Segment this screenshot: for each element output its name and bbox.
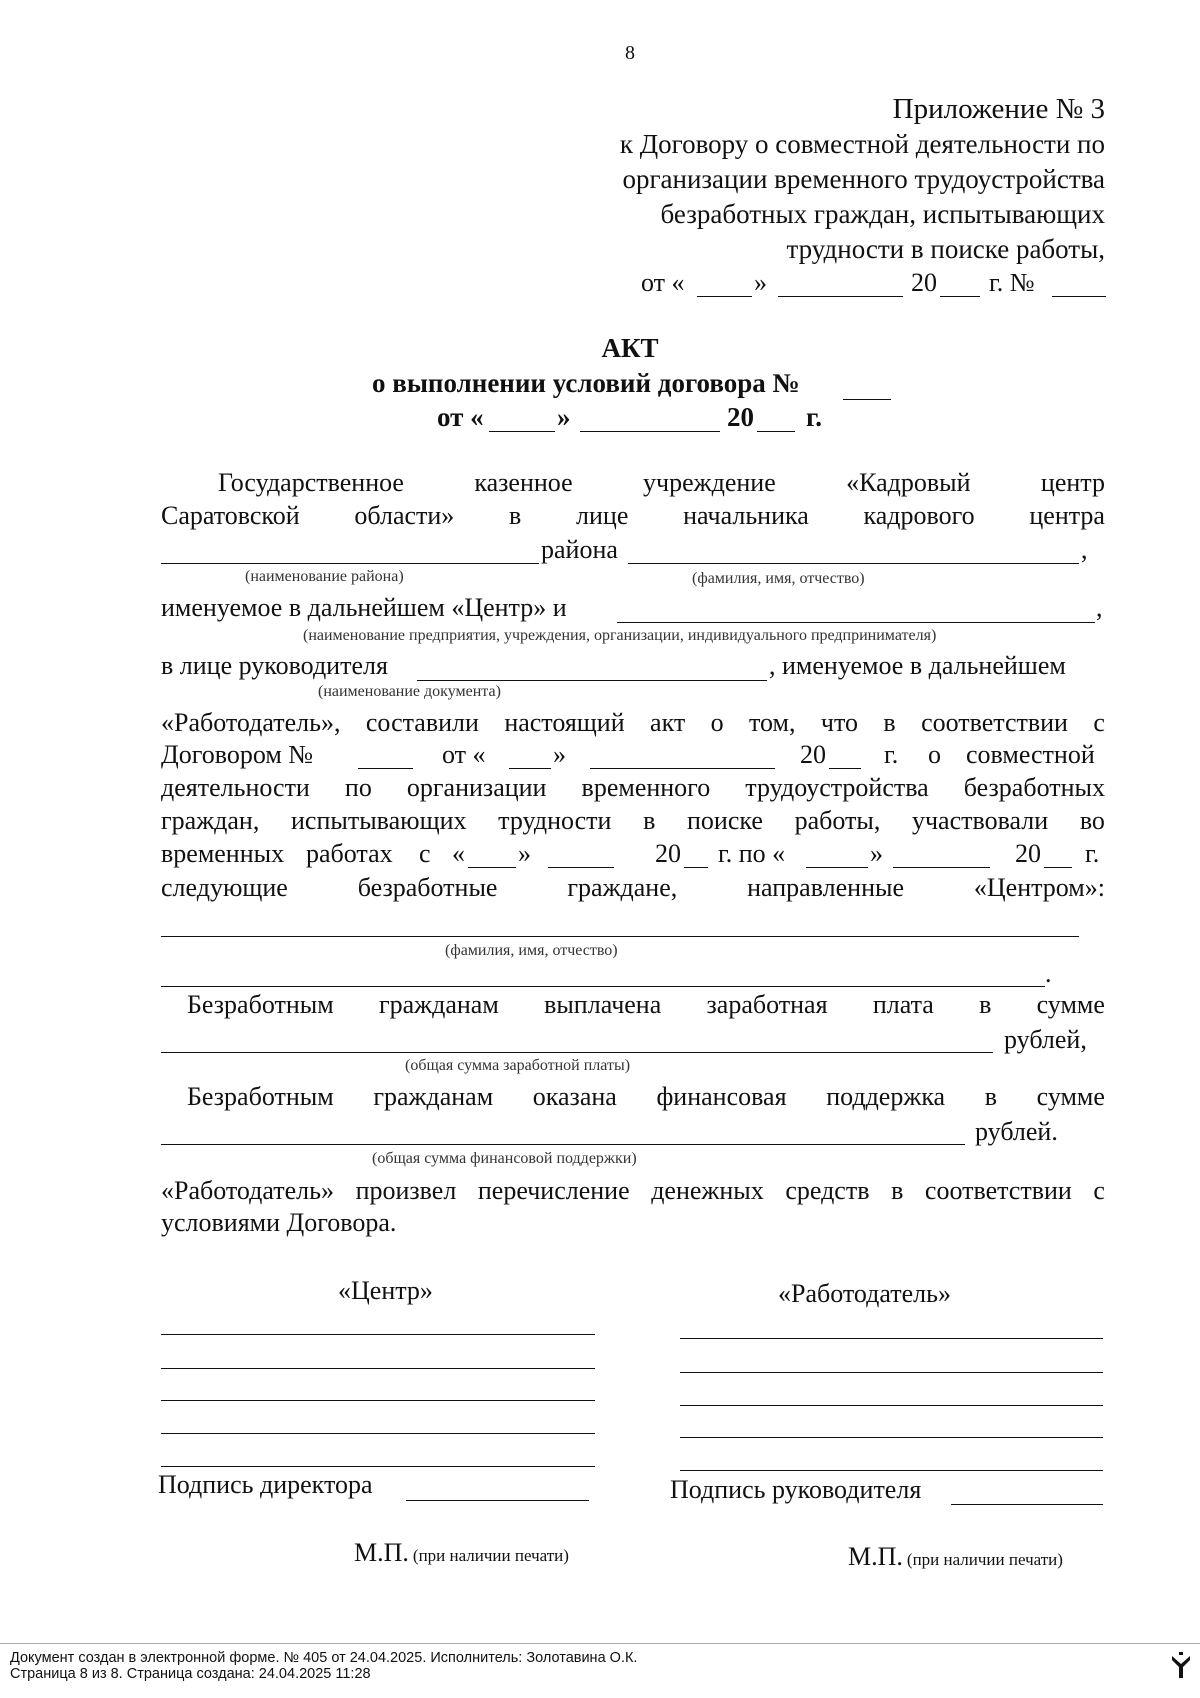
paragraph-word: работы, [794, 806, 881, 835]
paragraph-line [161, 773, 1105, 803]
paragraph-word: области» [354, 501, 455, 530]
act-date-g: г. [806, 402, 822, 432]
footer-line: Документ создан в электронной форме. № 405 от 24.04.2025. Исполнитель: Золотавина О.К. [10, 1650, 638, 1666]
appendix-title: Приложение № 3 [892, 93, 1105, 125]
paragraph-word: о [710, 708, 724, 737]
paragraph-word: средств [785, 1176, 870, 1205]
paragraph-word: направленные [747, 873, 904, 902]
paragraph-word: том, [749, 708, 796, 737]
rubley-label: рублей. [975, 1117, 1058, 1146]
paragraph-word: кадрового [863, 501, 975, 530]
act-title: АКТ [601, 333, 659, 363]
signature-line [161, 1433, 595, 1434]
paragraph-word: лице [576, 501, 629, 530]
paragraph-word: «Кадровый [846, 468, 971, 497]
blank-line [358, 768, 413, 769]
paragraph-word: соответствии [924, 1176, 1072, 1205]
signature-line [161, 1368, 595, 1369]
appendix-line: к Договору о совместной деятельности по [619, 129, 1105, 159]
signature-line [680, 1338, 1103, 1339]
paragraph-word: акт [650, 708, 686, 737]
blank-line [617, 622, 1095, 623]
act-date-ot: от « [437, 402, 484, 432]
footer-divider [0, 1643, 1200, 1644]
blank-line [161, 936, 1079, 937]
paragraph-word: Саратовской [161, 501, 300, 530]
signature-employer-heading: «Работодатель» [778, 1279, 951, 1308]
blank-line [161, 1052, 993, 1053]
paragraph-word: перечисление [477, 1176, 630, 1205]
blank-line [161, 563, 539, 564]
paragraph-word: временного [581, 773, 711, 802]
paragraph-word: центра [1029, 501, 1105, 530]
paragraph-line [161, 1176, 1105, 1206]
imenuemoe-text: именуемое в дальнейшем «Центр» и [161, 593, 567, 622]
footer [10, 1650, 637, 1682]
paragraph-word: центр [1040, 468, 1105, 497]
paragraph-line [161, 873, 1105, 903]
caption-raion: (наименование района) [245, 568, 404, 585]
paragraph-word: настоящий [504, 708, 625, 737]
paragraph-word: составили [365, 708, 479, 737]
paragraph-word: в [883, 708, 896, 737]
signature-line [161, 1334, 595, 1335]
caption-fio: (фамилия, имя, отчество) [692, 570, 865, 587]
paragraph-word: по [344, 773, 372, 802]
appendix-date-quote: » [754, 268, 767, 297]
p2-text: » [553, 740, 566, 769]
act-subtitle: о выполнении условий договора № [372, 368, 800, 398]
p2-text: от « [442, 740, 486, 769]
paragraph-word: в [509, 501, 522, 530]
blank-line [843, 399, 891, 400]
v-litse-text: в лице руководителя [161, 651, 388, 680]
signature-line [680, 1405, 1103, 1406]
signature-line [406, 1500, 589, 1501]
paragraph-word: во [1079, 806, 1105, 835]
paragraph-word: поиске [687, 806, 763, 835]
blank-line [509, 768, 551, 769]
paragraph-word: Государственное [218, 468, 404, 497]
signature-line [161, 1466, 595, 1467]
paragraph-word: граждан, [161, 806, 260, 835]
paragraph-line [161, 708, 1105, 738]
blank-line [829, 768, 861, 769]
paragraph-word: с [1093, 1176, 1105, 1205]
caption-organization: (наименование предприятия, учреждения, организации, индивидуального предпринимателя) [303, 627, 937, 644]
p2-text: 20 [655, 839, 681, 868]
blank-line [806, 867, 868, 868]
imenuemoe2-text: , именуемое в дальнейшем [769, 651, 1066, 680]
paragraph-word: трудности [498, 806, 612, 835]
mp-label: М.П. [848, 1542, 903, 1571]
paragraph-word: в [891, 1176, 904, 1205]
p2-text: Договором № [161, 740, 314, 769]
paragraph-word: оказана [532, 1082, 617, 1111]
signature-line [680, 1372, 1103, 1373]
paragraph-word: «Работодатель», [161, 708, 341, 737]
blank-line [778, 296, 903, 297]
paragraph-word: трудоустройства [745, 773, 929, 802]
paragraph-word: в [984, 1082, 997, 1111]
stamp-place-employer [848, 1542, 1063, 1572]
paragraph-word: заработная [706, 990, 828, 1019]
paragraph-word: граждане, [567, 873, 678, 902]
paragraph-word: сумме [1036, 1082, 1105, 1111]
p2-text: о [928, 740, 941, 769]
paragraph-word: Безработным [187, 1082, 334, 1111]
blank-line [489, 431, 555, 432]
blank-line [940, 296, 980, 297]
blank-line [757, 431, 795, 432]
blank-line [161, 986, 1045, 987]
page-number: 8 [625, 42, 635, 64]
p2-text: 20 [800, 740, 826, 769]
paragraph-word: с [1093, 708, 1105, 737]
blank-line [893, 867, 990, 868]
signature-line [680, 1437, 1103, 1438]
p2-text: с [419, 839, 431, 868]
paragraph-word: организации [406, 773, 547, 802]
appendix-date-year: 20 [911, 268, 937, 297]
paragraph-word: что [820, 708, 858, 737]
appendix-date-ot: от « [641, 268, 685, 297]
p2-text: г. по « [718, 839, 786, 868]
p2-text: совместной [966, 740, 1095, 769]
paragraph-line: условиями Договора. [161, 1208, 397, 1237]
paragraph-word: в [979, 990, 992, 1019]
paragraph-line [187, 1082, 1105, 1112]
paragraph-word: «Работодатель» [161, 1176, 334, 1205]
blank-line [548, 867, 614, 868]
paragraph-word: деятельности [161, 773, 310, 802]
signature-center-heading: «Центр» [338, 1276, 433, 1305]
paragraph-word: гражданам [378, 990, 499, 1019]
paragraph-word: финансовая [656, 1082, 787, 1111]
mp-note: (при наличии печати) [412, 1546, 569, 1565]
paragraph-word: «Центром»: [973, 873, 1105, 902]
act-date-year: 20 [727, 402, 754, 432]
paragraph-word: сумме [1036, 990, 1105, 1019]
mp-label: М.П. [354, 1538, 409, 1567]
mp-note: (при наличии печати) [906, 1550, 1063, 1569]
p2-text: 20 [1015, 839, 1041, 868]
act-date-quote: » [557, 402, 571, 432]
paragraph-word: гражданам [373, 1082, 494, 1111]
p2-text: « [452, 839, 465, 868]
caption-fio: (фамилия, имя, отчество) [445, 942, 618, 959]
paragraph-word: плата [872, 990, 934, 1019]
paragraph-word: испытывающих [291, 806, 467, 835]
paragraph-line [187, 990, 1105, 1020]
paragraph-word: начальника [683, 501, 809, 530]
blank-line [161, 1144, 965, 1145]
blank-line [590, 768, 775, 769]
signature-line [680, 1470, 1103, 1471]
paragraph-line [161, 501, 1105, 531]
paragraph-word: в [643, 806, 656, 835]
paragraph-word: учреждение [643, 468, 776, 497]
paragraph-line [161, 806, 1105, 836]
appendix-header [620, 92, 1105, 267]
blank-line [628, 563, 1079, 564]
paragraph-word: денежных [651, 1176, 764, 1205]
appendix-line: трудности в поиске работы, [786, 234, 1105, 264]
p2-text: временных [161, 839, 285, 868]
paragraph-word: следующие [161, 873, 288, 902]
p2-text: г. [1085, 839, 1100, 868]
paragraph-word: соответствии [921, 708, 1068, 737]
paragraph-word: произвел [355, 1176, 457, 1205]
paragraph-word: Безработным [187, 990, 334, 1019]
appendix-line: безработных граждан, испытывающих [660, 199, 1105, 229]
rubley-label: рублей, [1004, 1025, 1087, 1054]
p2-text: г. [884, 740, 899, 769]
emblem-icon [1170, 1652, 1192, 1680]
blank-line [1044, 867, 1072, 868]
paragraph-word: безработные [357, 873, 498, 902]
caption-salary-sum: (общая сумма заработной платы) [405, 1057, 631, 1074]
blank-line [697, 296, 752, 297]
blank-line [417, 680, 767, 681]
paragraph-word: поддержка [826, 1082, 946, 1111]
p2-text: » [870, 839, 883, 868]
signature-line [161, 1400, 595, 1401]
appendix-date-number: г. № [989, 268, 1035, 297]
paragraph-line [218, 468, 1105, 498]
paragraph-word: выплачена [544, 990, 662, 1019]
head-signature-label: Подпись руководителя [670, 1475, 922, 1504]
blank-line [468, 867, 516, 868]
director-signature-label: Подпись директора [158, 1470, 373, 1499]
blank-line [580, 431, 720, 432]
stamp-place-center [354, 1538, 569, 1568]
signature-line [951, 1504, 1103, 1505]
p2-text: » [518, 839, 531, 868]
caption-support-sum: (общая сумма финансовой поддержки) [372, 1150, 637, 1167]
caption-document: (наименование документа) [318, 683, 501, 700]
footer-line: Страница 8 из 8. Страница создана: 24.04.2025 11:28 [10, 1666, 371, 1682]
paragraph-word: безработных [963, 773, 1105, 802]
appendix-line: организации временного трудоустройства [622, 164, 1105, 194]
blank-line [684, 867, 708, 868]
raion-label: района [541, 535, 618, 564]
p2-text: работах [306, 839, 393, 868]
blank-line [1052, 296, 1106, 297]
paragraph-word: казенное [474, 468, 573, 497]
paragraph-word: участвовали [911, 806, 1049, 835]
